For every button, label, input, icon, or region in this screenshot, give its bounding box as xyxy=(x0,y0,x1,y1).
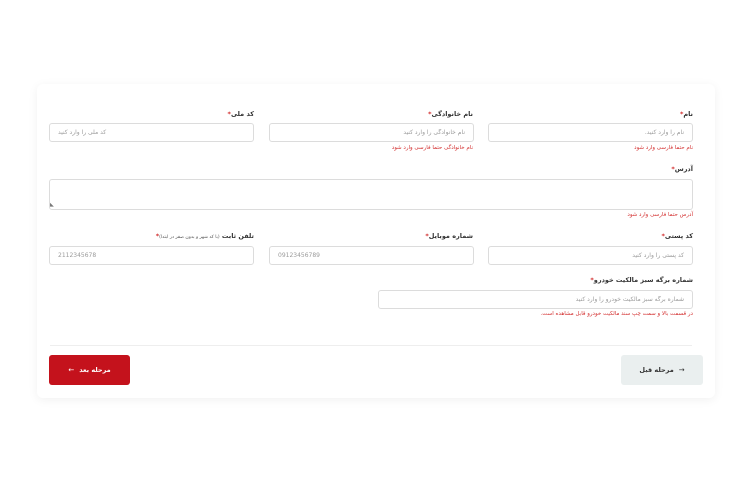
last-name-input[interactable] xyxy=(269,123,474,142)
postal-code-input[interactable] xyxy=(488,246,693,265)
green-card-hint: در قسمت بالا و سمت چپ سند مالکیت خودرو قابل مشاهده است. xyxy=(540,311,693,317)
last-name-label: نام خانوادگی* xyxy=(428,110,473,118)
name-error: نام حتما فارسی وارد شود xyxy=(634,145,693,151)
previous-step-label: مرحله قبل xyxy=(639,366,674,374)
mobile-input[interactable] xyxy=(269,246,474,265)
name-label: نام* xyxy=(679,110,693,118)
arrow-right-icon: → xyxy=(678,366,685,374)
green-card-input[interactable] xyxy=(378,290,693,309)
national-code-label: کد ملی* xyxy=(227,110,254,118)
postal-code-label: کد پستی* xyxy=(661,232,693,240)
address-textarea[interactable] xyxy=(49,179,693,210)
resize-handle-icon[interactable]: ◣ xyxy=(50,202,54,208)
name-input[interactable] xyxy=(488,123,693,142)
divider xyxy=(50,345,692,346)
next-step-label: مرحله بعد xyxy=(79,366,111,374)
last-name-error: نام خانوادگی حتما فارسی وارد شود xyxy=(391,145,473,151)
landline-label: تلفن ثابت (با کد شهر و بدون صفر در ابتدا)* xyxy=(155,232,254,240)
arrow-left-icon: ← xyxy=(68,366,75,374)
previous-step-button[interactable] xyxy=(621,355,703,385)
green-card-label: شماره برگه سبز مالکیت خودرو* xyxy=(590,276,693,284)
address-label: آدرس* xyxy=(671,165,693,173)
mobile-label: شماره موبایل* xyxy=(425,232,473,240)
landline-input[interactable] xyxy=(49,246,254,265)
next-step-button[interactable] xyxy=(49,355,130,385)
address-error: آدرس حتما فارسی وارد شود xyxy=(627,212,693,218)
national-code-input[interactable] xyxy=(49,123,254,142)
